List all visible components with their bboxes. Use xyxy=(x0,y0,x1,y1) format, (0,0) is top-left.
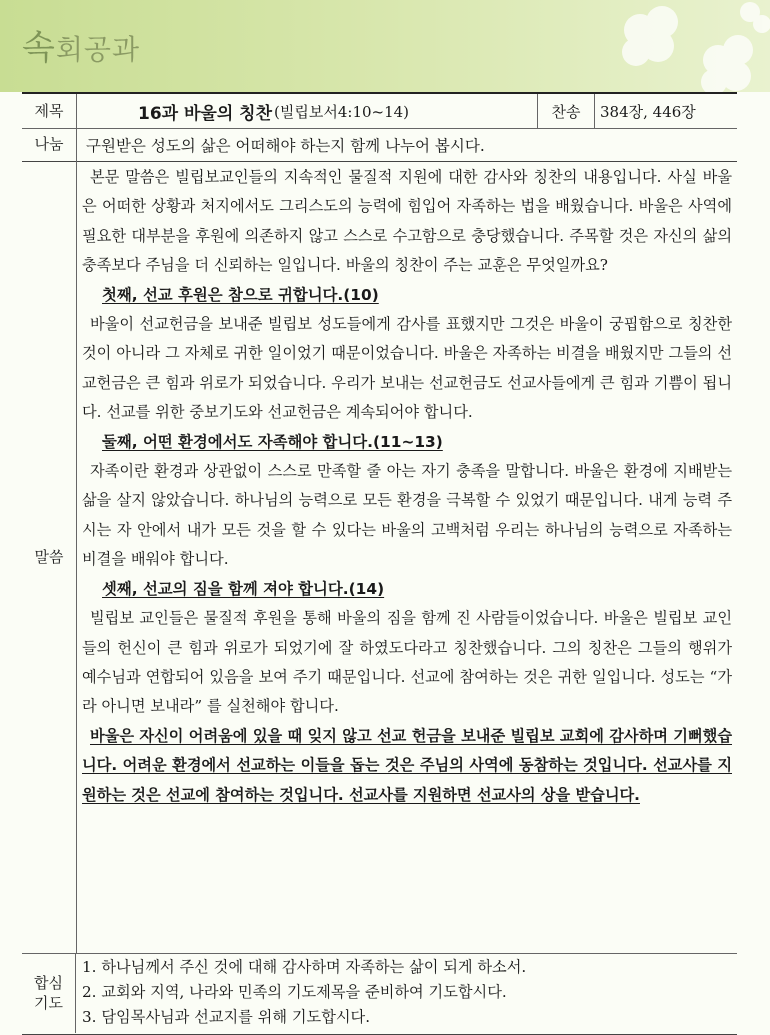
summary-paragraph: 바울은 자신이 어려움에 있을 때 잊지 않고 선교 헌금을 보내준 빌립보 교회에 감사하며 기뻐했습니다. 어려운 환경에서 선교하는 이들을 돕는 것은 주님의 사역에 동참하는 것입니다. 선교사를 지원하는 것은 선교에 참여하는 것입니다. 선교사를 지원하면 선교사의 상을 받습니다. xyxy=(82,726,732,804)
share-row xyxy=(22,128,737,162)
word-label: 말씀 xyxy=(22,161,77,953)
point-3-text: 빌립보 교인들은 물질적 후원을 통해 바울의 짐을 함께 진 사람들이었습니다. 바울은 빌립보 교인들의 헌신이 큰 힘과 위로가 되었기에 잘 하였도다라고 칭찬했습니다. 그의 칭찬은 그들의 행위가 예수님과 연합되어 있음을 보여 주기 때문입니다. 선교에 참여하는 것은 귀한 일입니다. 성도는 “가라 아니면 보내라” 를 실천해야 합니다. xyxy=(82,609,732,716)
point-2-text: 자족이란 환경과 상관없이 스스로 만족할 줄 아는 자기 충족을 말합니다. 바울은 환경에 지배받는 삶을 살지 않았습니다. 하나님의 능력으로 모든 환경을 극복할 수 있었기 때문입니다. 내게 능력 주시는 자 안에서 내가 모든 것을 할 수 있다는 바울의 고백처럼 우리는 하나님의 능력으로 자족하는 비결을 배워야 합니다. xyxy=(82,462,732,569)
share-label: 나눔 xyxy=(22,128,77,161)
lesson-scripture-ref: (빌립보서4:10~14) xyxy=(274,102,410,121)
title-row xyxy=(22,94,737,129)
prayer-label: 합심 기도 xyxy=(22,953,76,1033)
sermon-body xyxy=(82,163,732,810)
lesson-sheet xyxy=(22,92,737,1035)
title-label: 제목 xyxy=(22,94,77,128)
header-band xyxy=(0,0,770,92)
point-3-heading: 셋째, 선교의 짐을 함께 져야 합니다.(14) xyxy=(102,579,385,598)
hymn-label: 찬송 xyxy=(538,94,595,128)
prayer-item: 2. 교회와 지역, 나라와 민족의 기도제목을 준비하여 기도합시다. xyxy=(82,983,507,1001)
brand-title xyxy=(22,20,140,69)
prayer-item: 3. 담임목사님과 선교지를 위해 기도합시다. xyxy=(82,1008,371,1026)
lesson-title xyxy=(76,94,538,128)
clover-decoration-icon xyxy=(600,0,770,92)
lesson-title-text: 16과 바울의 칭찬 xyxy=(138,103,273,124)
brand-rest: 회공과 xyxy=(55,33,141,66)
point-1-heading: 첫째, 선교 후원은 참으로 귀합니다.(10) xyxy=(102,285,379,304)
intro-paragraph: 본문 말씀은 빌립보교인들의 지속적인 물질적 지원에 대한 감사와 칭찬의 내용입니다. 사실 바울은 어떠한 상황과 처지에서도 그리스도의 능력에 힘입어 자족하는 법을 배웠습니다. 바울은 사역에 필요한 대부분을 후원에 의존하지 않고 스스로 수고함으로 충당했습니다. 주목할 것은 자신의 삶의 충족보다 주님을 더 신뢰하는 일입니다. 바울의 칭찬이 주는 교훈은 무엇일까요? xyxy=(82,168,732,275)
prayer-row xyxy=(22,953,737,1033)
word-row xyxy=(22,161,737,954)
brand-first-char: 속 xyxy=(22,28,56,68)
point-1-text: 바울이 선교헌금을 보내준 빌립보 성도들에게 감사를 표했지만 그것은 바울이 궁핍함으로 칭찬한 것이 아니라 그 자체로 귀한 일이었기 때문이었습니다. 바울은 자족하는 비결을 배웠지만 그들의 선교헌금은 큰 힘과 위로가 되었습니다. 우리가 보내는 선교헌금도 선교사들에게 큰 힘과 기쁨이 됩니다. 선교를 위한 중보기도와 선교헌금은 계속되어야 합니다. xyxy=(82,315,732,422)
prayer-item: 1. 하나님께서 주신 것에 대해 감사하며 자족하는 삶이 되게 하소서. xyxy=(82,958,527,976)
share-text: 구원받은 성도의 삶은 어떠해야 하는지 함께 나누어 봅시다. xyxy=(86,136,485,155)
prayer-list xyxy=(82,955,732,1030)
hymn-value: 384장, 446장 xyxy=(600,102,696,121)
point-2-heading: 둘째, 어떤 환경에서도 자족해야 합니다.(11~13) xyxy=(102,432,443,451)
